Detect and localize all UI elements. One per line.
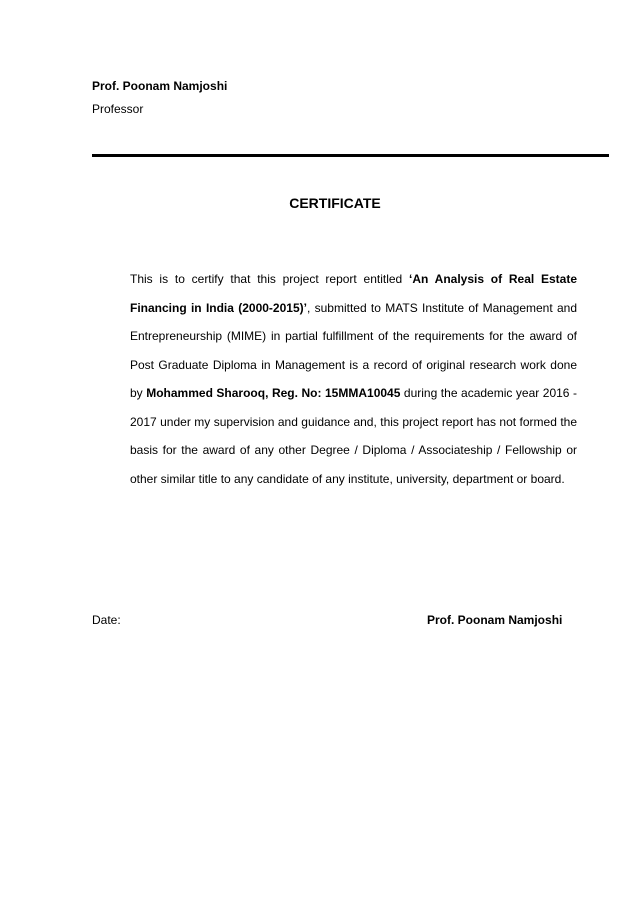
certificate-title: CERTIFICATE xyxy=(289,195,381,211)
body-text-part-3: during the academic year 2016 - 2017 under my supervision and guidance and, this project report has not formed the basis for the award of any other Degree / Diploma / Associateship / Fellowship or other similar title to any candidate of any institute, university, department or board. xyxy=(130,386,578,486)
body-text-part-1: This is to certify that this project report entitled xyxy=(130,272,409,286)
student-name-reg: Mohammed Sharooq, Reg. No: 15MMA10045 xyxy=(146,386,401,400)
signatory-name: Prof. Poonam Namjoshi xyxy=(427,613,563,627)
header-role: Professor xyxy=(92,102,144,116)
certificate-body xyxy=(130,265,577,493)
header-name: Prof. Poonam Namjoshi xyxy=(92,79,228,93)
body-text-part-2: , submitted to MATS Institute of Management and Entrepreneurship (MIME) in partial fulfillment of the requirements for the award of Post Graduate Diploma in Management is a record of original research work done by xyxy=(130,300,578,400)
header-divider xyxy=(92,154,609,157)
project-title: ‘An Analysis of Real Estate Financing in India (2000-2015)’ xyxy=(130,272,577,315)
date-label: Date: xyxy=(92,613,121,627)
